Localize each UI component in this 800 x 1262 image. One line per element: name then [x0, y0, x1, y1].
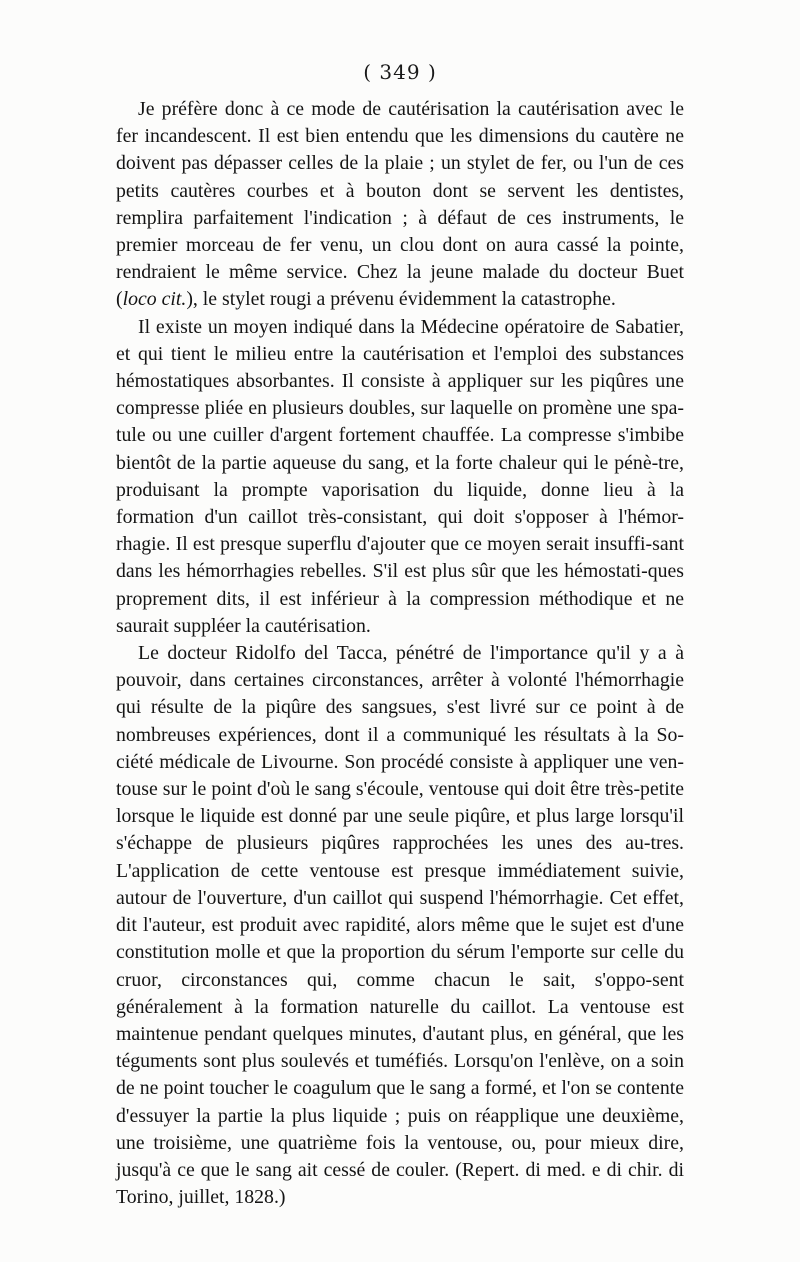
paragraph-text: Je préfère donc à ce mode de cautérisation la cautérisation avec le fer incandescent. Il est bien entendu que les dimensions du cautère ne doivent pas dépasser celles de la plaie ; un stylet de fer, ou l'un de ces petits cautères courbes et à bouton dont se servent les dentistes, remplira parfaitement l'indication ; à défaut de ces instruments, le premier morceau de fer venu, un clou dont on aura cassé la pointe, rendraient le même service. Chez la jeune malade du docteur Buet ( [116, 98, 684, 311]
body-text [116, 96, 684, 1211]
citation-loco-cit: loco cit. [122, 288, 187, 311]
paragraph-text: Le docteur Ridolfo del Tacca, pénétré de l'importance qu'il y a à pouvoir, dans certaines circonstances, arrêter à volonté l'hémorrhagie qui résulte de la piqûre des sangsues, s'est livré sur ce point à de nombreuses expériences, dont il a communiqué les résultats à la So-ciété médicale de Livourne. Son procédé consiste à appliquer une ven-touse sur le point d'où le sang s'écoule, ventouse qui doit être très-petite lorsque le liquide est donné par une seule piqûre, et plus large lorsqu'il s'échappe de plusieurs piqûres rapprochées les unes des au-tres. L'application de cette ventouse est presque immédiatement suivie, autour de l'ouverture, d'un caillot qui suspend l'hémorrhagie. Cet effet, dit l'auteur, est produit avec rapidité, alors même que le sujet est d'une constitution molle et que la proportion du sérum l'emporte sur celle du cruor, circonstances qui, comme chacun le sait, s'oppo-sent généralement à la formation naturelle du caillot. La ventouse est maintenue pendant quelques minutes, d'autant plus, en général, que les téguments sont plus soulevés et tuméfiés. Lorsqu'on l'enlève, on a soin de ne point toucher le coagulum que le sang a formé, et l'on se contente d'essuyer la partie la plus liquide ; puis on réapplique une deuxième, une troisième, une quatrième fois la ventouse, ou, pour mieux dire, jusqu'à ce que le sang ait cessé de couler. (Repert. di med. e di chir. di Torino, juillet, 1828.) [116, 642, 684, 1209]
paragraph-text: ), le stylet rougi a prévenu évidemment la catastrophe. [186, 288, 616, 311]
paragraph-cauterisation [116, 96, 684, 314]
paragraph-sabatier-method [116, 314, 684, 640]
page-number: ( 349 ) [363, 60, 437, 84]
paragraph-ventouse-method [116, 640, 684, 1211]
paragraph-text: Il existe un moyen indiqué dans la Médecine opératoire de Sabatier, et qui tient le milieu entre la cautérisation et l'emploi des substances hémostatiques absorbantes. Il consiste à appliquer sur les piqûres une compresse pliée en plusieurs doubles, sur laquelle on promène une spa-tule ou une cuiller d'argent fortement chauffée. La compresse s'imbibe bientôt de la partie aqueuse du sang, et la forte chaleur qui le pénè-tre, produisant la prompte vaporisation du liquide, donne lieu à la formation d'un caillot très-consistant, qui doit s'opposer à l'hémor-rhagie. Il est presque superflu d'ajouter que ce moyen serait insuffi-sant dans les hémorrhagies rebelles. S'il est plus sûr que les hémostati-ques proprement dits, il est inférieur à la compression méthodique et ne saurait suppléer la cautérisation. [116, 315, 684, 637]
